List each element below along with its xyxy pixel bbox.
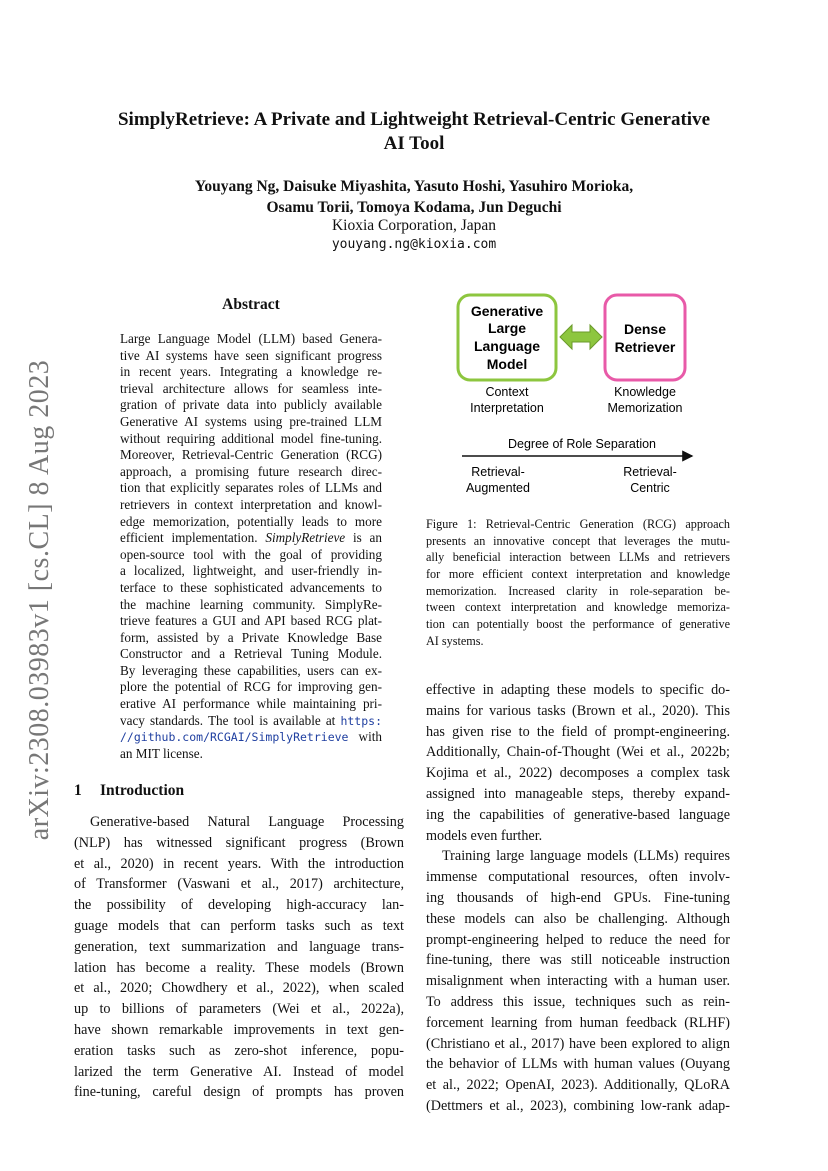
text-line: mains for various tasks (Brown et al., 2020). This — [426, 702, 730, 719]
text-line: et al., 2020; Chowdhery et al., 2022), when scaled — [74, 980, 404, 997]
text-line: et al., 2022; OpenAI, 2023). Additionally, QLoRA — [426, 1077, 730, 1094]
llm-box-label: Model — [486, 356, 528, 372]
axis-label: Degree of Role Separation — [507, 437, 657, 451]
llm-box-label: Large — [487, 320, 527, 336]
text-line: immense computational resources, often involv- — [426, 869, 730, 886]
text-line: eration tasks such as zero-shot inference, popu- — [74, 1042, 404, 1059]
retriever-role-label: Knowledge — [614, 385, 676, 399]
text-line: effective in adapting these models to specific do- — [426, 682, 730, 698]
text-line: assigned into manageable steps, thereby expand- — [426, 785, 730, 802]
figure-caption — [426, 516, 730, 650]
arxiv-identifier: arXiv:2308.03983v1 [cs.CL] 8 Aug 2023 — [24, 359, 55, 841]
text-line: up to billions of parameters (Wei et al., 2022a), — [74, 1001, 404, 1018]
text-line: (NLP) has witnessed significant progress (Brown — [74, 834, 404, 851]
abstract-heading: Abstract — [222, 296, 280, 313]
llm-box-label: Language — [473, 338, 541, 354]
abstract-line: form, assisted by a Private Knowledge Base — [120, 629, 382, 645]
email-address[interactable]: youyang.ng@kioxia.com — [331, 237, 497, 252]
text-line: (Dettmers et al., 2023), combining low-rank adap- — [426, 1097, 730, 1114]
abstract-line: an MIT license. — [120, 745, 203, 761]
tool-name: SimplyRetrieve — [265, 530, 346, 546]
retriever-role-label: Memorization — [607, 401, 683, 415]
github-link[interactable]: https: — [340, 713, 382, 728]
text-line: ing the capabilities of generative-based language — [426, 806, 730, 823]
abstract-line: gration of private data into publicly available — [120, 397, 382, 413]
github-link-continued[interactable]: //github.com/RCGAI/SimplyRetrieve — [120, 730, 349, 745]
text-line: fine-tuning, there was still noticeable instruction — [426, 952, 730, 969]
retriever-box — [605, 295, 685, 380]
caption-line: presents an innovative concept that leverages the mutu- — [426, 533, 730, 548]
abstract-line: efficient implementation. SimplyRetrieve is an — [120, 530, 383, 546]
text-line: Kojima et al., 2022) decomposes a complex task — [426, 765, 730, 782]
text-line: forcement learning from human feedback (RLHF) — [426, 1014, 730, 1031]
text-line: generation, text summarization and language trans- — [74, 938, 404, 955]
text-line: of Transformer (Vaswani et al., 2017) architecture, — [74, 876, 404, 893]
text-line: have shown remarkable improvements in text gen- — [74, 1021, 404, 1038]
abstract-line: trieval architecture allows for seamless inte- — [120, 380, 382, 396]
affiliation: Kioxia Corporation, Japan — [331, 217, 496, 234]
caption-line: for more efficient context interpretation and knowledge — [426, 567, 730, 582]
llm-box-label: Generative — [470, 303, 544, 319]
abstract-line: Moreover, Retrieval-Centric Generation (RCG) — [120, 447, 382, 463]
abstract-line: plore the potential of RCG for improving gen- — [120, 679, 382, 695]
section-heading-introduction: 1 Introduction — [74, 782, 185, 799]
text-line: has given rise to the field of prompt-engineering. — [426, 723, 730, 740]
caption-line: tion can potentially boost the performance of generative — [426, 617, 730, 632]
paper-title: SimplyRetrieve: A Private and Lightweight Retrieval-Centric Generative AI Tool — [117, 109, 711, 154]
abstract-line: the machine learning community. SimplyRe- — [120, 596, 382, 612]
abstract-line: in recent years. Integrating a knowledge re- — [120, 364, 382, 380]
axis-left-label: Augmented — [466, 481, 530, 495]
text-line: models even further. — [426, 827, 543, 844]
abstract-line: erative AI performance while maintaining pri- — [120, 696, 382, 712]
text-line: the behavior of LLMs with human values (Ouyang — [426, 1056, 730, 1073]
caption-line: memorization. Increased clarity in role-separation be- — [426, 583, 730, 598]
text-line: larized the term Generative AI. Instead of model — [74, 1063, 404, 1080]
text-line: prompt-engineering helped to reduce the need for — [426, 931, 730, 948]
axis-right-label: Centric — [630, 481, 670, 495]
text-line: et al., 2020) in recent years. With the introduction — [74, 855, 404, 872]
llm-role-label: Interpretation — [470, 401, 544, 415]
bidirectional-arrow-icon — [560, 325, 602, 349]
abstract-line: //github.com/RCGAI/SimplyRetrieve with — [120, 729, 382, 745]
abstract-line: terface to these sophisticated advancements to — [120, 579, 382, 595]
abstract-line: By leveraging these capabilities, users can ex- — [120, 662, 382, 678]
abstract-line: a localized, lightweight, and user-friendly in- — [120, 563, 382, 579]
right-column-text — [426, 680, 730, 1117]
figure-rcg-diagram — [426, 290, 730, 500]
text-line: misalignment when interacting with a human user. — [426, 973, 730, 990]
caption-line: AI systems. — [426, 633, 484, 648]
abstract-line: tion that explicitly separates roles of LLMs and — [120, 480, 382, 496]
caption-line: ally beneficial interaction between LLMs and retrievers — [426, 550, 730, 565]
llm-role-label: Context — [485, 385, 529, 399]
author-list: Youyang Ng, Daisuke Miyashita, Yasuto Hoshi, Yasuhiro Morioka, Osamu Torii, Tomoya Kodama, Jun Deguchi — [194, 178, 634, 216]
abstract-line: without requiring additional model fine-tuning. — [120, 430, 382, 446]
left-column-text — [74, 812, 404, 1103]
abstract-line: edge memorization, potentially leads to more — [120, 513, 382, 529]
text-line: Training large language models (LLMs) requires — [442, 848, 730, 865]
abstract-line: retrievers in context interpretation and knowl- — [120, 496, 382, 512]
text-line: the possibility of developing high-accuracy lan- — [74, 897, 404, 914]
text-line: ing thousands of high-end GPUs. Fine-tuning — [426, 889, 730, 906]
text-line: Generative-based Natural Language Processing — [90, 814, 404, 830]
abstract-line: tive AI systems have seen significant progress — [120, 347, 382, 363]
retriever-box-label: Retriever — [614, 339, 676, 355]
abstract-line: vacy standards. The tool is available at https: — [120, 712, 382, 728]
abstract-line: trieve features a GUI and API based RCG plat- — [120, 613, 382, 629]
text-line: lation has become a reality. These models (Brown — [74, 959, 404, 976]
axis-left-label: Retrieval- — [471, 465, 525, 479]
abstract-line: open-source tool with the goal of providing — [120, 546, 382, 562]
retriever-box-label: Dense — [623, 321, 667, 337]
abstract-body — [120, 331, 382, 762]
caption-line: tween context interpretation and knowledge memoriza- — [426, 600, 730, 615]
text-line: Additionally, Chain-of-Thought (Wei et al., 2022b; — [426, 744, 730, 761]
text-line: fine-tuning, careful design of prompts has proven — [74, 1084, 404, 1101]
text-line: (Christiano et al., 2017) have been explored to align — [426, 1035, 730, 1052]
text-line: these models can also be challenging. Although — [426, 910, 730, 927]
axis-right-label: Retrieval- — [623, 465, 677, 479]
caption-line: Figure 1: Retrieval-Centric Generation (RCG) approach — [426, 517, 730, 531]
abstract-line: Large Language Model (LLM) based Genera- — [120, 331, 382, 346]
abstract-line: Generative AI systems using pre-trained LLM — [120, 413, 382, 429]
abstract-line: Constructor and a Retrieval Tuning Module. — [120, 646, 382, 662]
text-line: guage models that can perform tasks such as text — [74, 917, 404, 934]
text-line: To address this issue, techniques such as rein- — [426, 993, 730, 1010]
abstract-line: approach, a promising future research direc- — [120, 463, 382, 479]
